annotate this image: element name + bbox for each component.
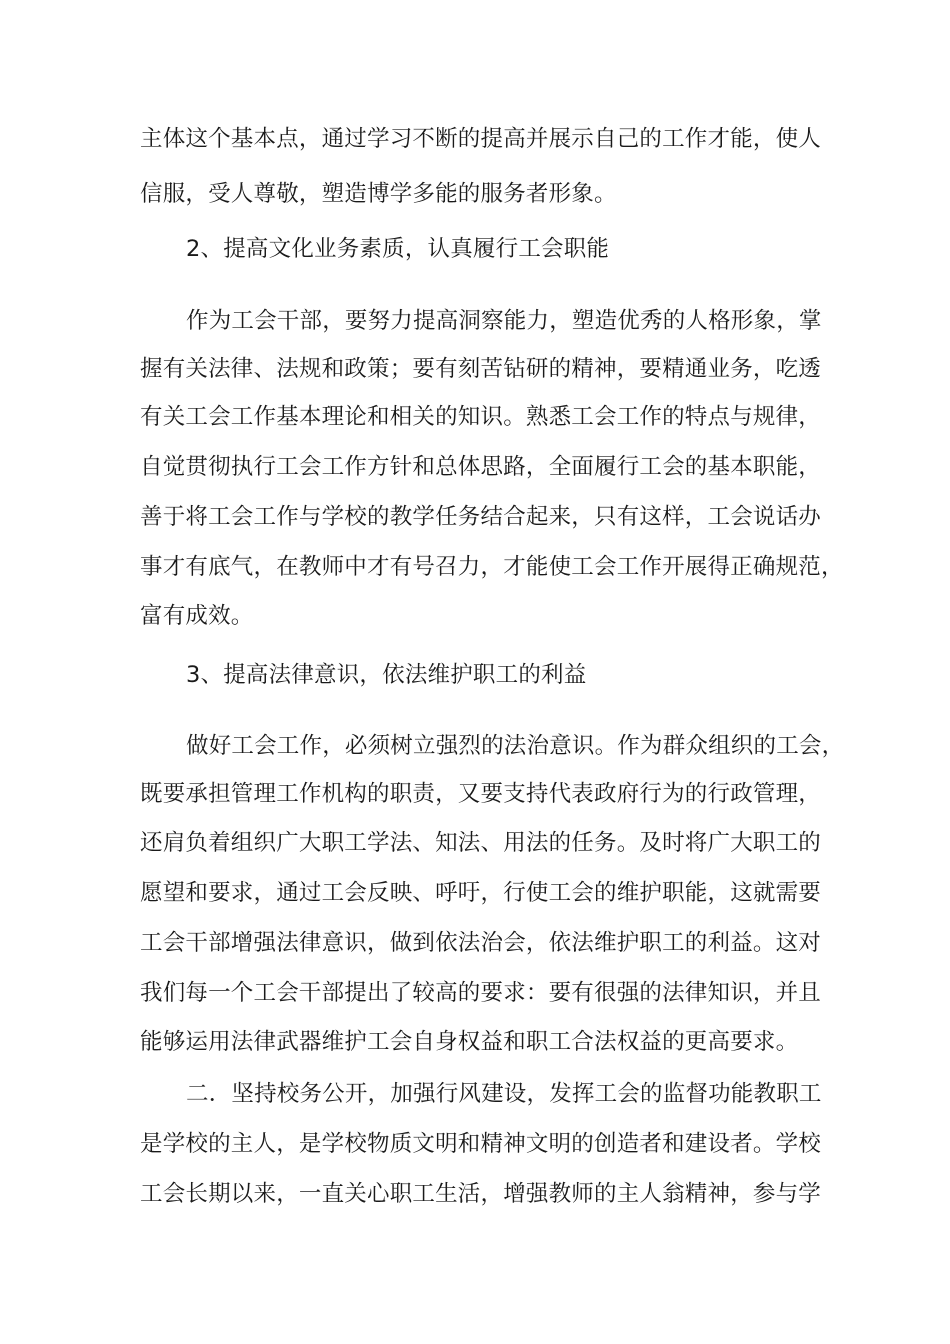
paragraph-line: 二．坚持校务公开，加强行风建设，发挥工会的监督功能教职工 <box>186 1081 822 1107</box>
paragraph-line: 我们每一个工会干部提出了较高的要求：要有很强的法律知识，并且 <box>140 980 822 1006</box>
section-heading: 2、提高文化业务素质，认真履行工会职能 <box>186 236 610 262</box>
paragraph-line: 善于将工会工作与学校的教学任务结合起来，只有这样，工会说话办 <box>140 504 822 530</box>
paragraph-line: 自觉贯彻执行工会工作方针和总体思路，全面履行工会的基本职能， <box>140 454 822 480</box>
paragraph-line: 事才有底气，在教师中才有号召力，才能使工会工作开展得正确规范， <box>140 554 844 580</box>
paragraph-line: 主体这个基本点，通过学习不断的提高并展示自己的工作才能，使人 <box>140 126 822 152</box>
section-heading: 3、提高法律意识，依法维护职工的利益 <box>186 662 587 688</box>
paragraph-line: 既要承担管理工作机构的职责，又要支持代表政府行为的行政管理， <box>140 781 822 807</box>
paragraph-line: 工会长期以来，一直关心职工生活，增强教师的主人翁精神，参与学 <box>140 1181 822 1207</box>
paragraph-line: 是学校的主人，是学校物质文明和精神文明的创造者和建设者。学校 <box>140 1131 822 1157</box>
paragraph-line: 握有关法律、法规和政策；要有刻苦钻研的精神，要精通业务，吃透 <box>140 356 822 382</box>
paragraph-line: 作为工会干部，要努力提高洞察能力，塑造优秀的人格形象，掌 <box>186 308 822 334</box>
paragraph-line: 信服，受人尊敬，塑造博学多能的服务者形象。 <box>140 181 617 207</box>
paragraph-line: 富有成效。 <box>140 603 254 629</box>
paragraph-line: 愿望和要求，通过工会反映、呼吁，行使工会的维护职能，这就需要 <box>140 880 822 906</box>
paragraph-line: 有关工会工作基本理论和相关的知识。熟悉工会工作的特点与规律， <box>140 404 822 430</box>
paragraph-line: 能够运用法律武器维护工会自身权益和职工合法权益的更高要求。 <box>140 1029 799 1055</box>
paragraph-line: 做好工会工作，必须树立强烈的法治意识。作为群众组织的工会， <box>186 733 845 759</box>
paragraph-line: 还肩负着组织广大职工学法、知法、用法的任务。及时将广大职工的 <box>140 830 822 856</box>
paragraph-line: 工会干部增强法律意识，做到依法治会，依法维护职工的利益。这对 <box>140 930 822 956</box>
